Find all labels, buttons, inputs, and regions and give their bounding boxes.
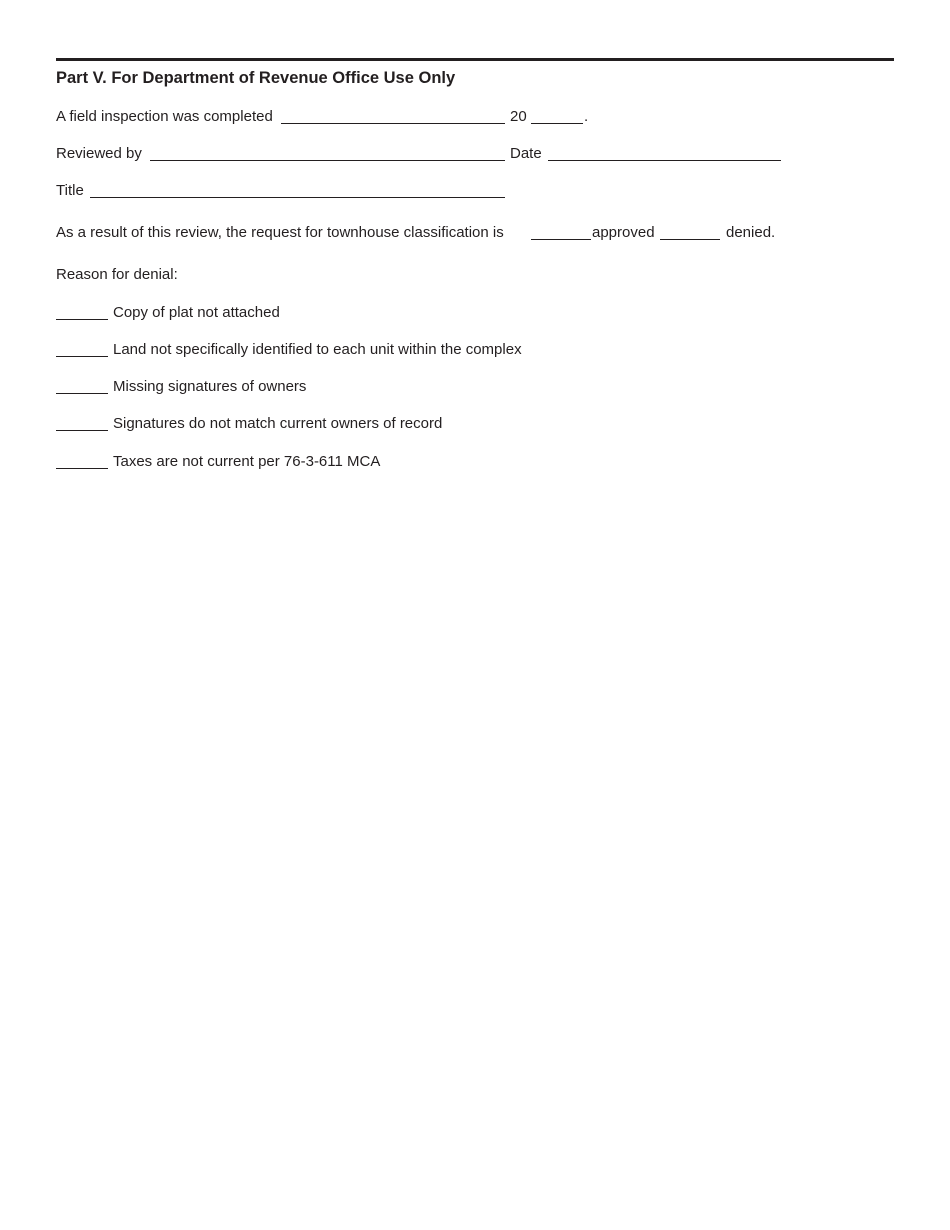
title-blank[interactable] xyxy=(90,197,505,198)
denial-reason-check-blank[interactable] xyxy=(56,468,108,469)
title-label: Title xyxy=(56,182,84,199)
section-top-rule xyxy=(56,58,894,61)
approved-blank[interactable] xyxy=(531,239,591,240)
denial-reason-text: Signatures do not match current owners of record xyxy=(113,415,443,432)
denial-reason-text: Land not specifically identified to each unit within the complex xyxy=(113,341,522,358)
denial-reason-check-blank[interactable] xyxy=(56,319,108,320)
period-mark: . xyxy=(584,108,589,125)
review-result-text: As a result of this review, the request for townhouse classification is xyxy=(56,224,504,241)
denial-reason-check-blank[interactable] xyxy=(56,430,108,431)
denied-label: denied. xyxy=(726,224,776,241)
reviewed-by-label: Reviewed by xyxy=(56,145,142,162)
denial-reason-text: Taxes are not current per 76-3-611 MCA xyxy=(113,453,381,470)
year-prefix-label: 20 xyxy=(510,108,527,125)
denial-reason-text: Missing signatures of owners xyxy=(113,378,307,395)
approved-label: approved xyxy=(592,224,655,241)
section-title: Part V. For Department of Revenue Office Use Only xyxy=(56,69,456,87)
denial-reason-check-blank[interactable] xyxy=(56,393,108,394)
review-date-blank[interactable] xyxy=(548,160,781,161)
denial-reason-heading: Reason for denial: xyxy=(56,266,178,283)
denial-reason-check-blank[interactable] xyxy=(56,356,108,357)
date-label: Date xyxy=(510,145,542,162)
inspection-year-blank[interactable] xyxy=(531,123,583,124)
reviewed-by-blank[interactable] xyxy=(150,160,505,161)
inspection-date-blank[interactable] xyxy=(281,123,505,124)
field-inspection-label: A field inspection was completed xyxy=(56,108,273,125)
denial-reason-text: Copy of plat not attached xyxy=(113,304,280,321)
denied-blank[interactable] xyxy=(660,239,720,240)
